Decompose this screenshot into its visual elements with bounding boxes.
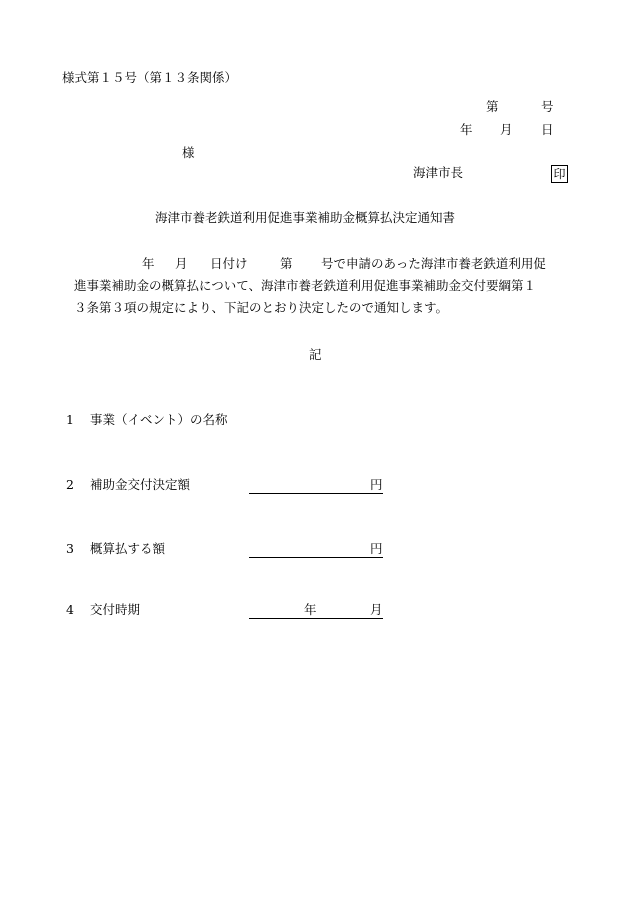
seal-mark: 印 bbox=[551, 165, 568, 183]
body-line3: ３条第３項の規定により、下記のとおり決定したので通知します。 bbox=[74, 300, 449, 315]
item-4-label: 交付時期 bbox=[90, 602, 141, 617]
item-4-month: 月 bbox=[370, 602, 383, 617]
date-day: 日 bbox=[541, 122, 554, 137]
body-dated: 日付け bbox=[210, 256, 248, 271]
body-line1-rest: 号で申請のあった海津市養老鉄道利用促 bbox=[321, 256, 546, 271]
body-line2: 進事業補助金の概算払について、海津市養老鉄道利用促進事業補助金交付要綱第１ bbox=[74, 278, 537, 293]
body-year: 年 bbox=[142, 256, 155, 271]
number-dai: 第 bbox=[486, 99, 499, 114]
item-4-year: 年 bbox=[304, 602, 317, 617]
document-title: 海津市養老鉄道利用促進事業補助金概算払決定通知書 bbox=[155, 210, 456, 225]
item-2-label: 補助金交付決定額 bbox=[90, 477, 191, 492]
sender-name: 海津市長 bbox=[413, 165, 464, 180]
date-year: 年 bbox=[460, 122, 473, 137]
body-dai: 第 bbox=[280, 256, 293, 271]
number-go: 号 bbox=[541, 99, 554, 114]
item-2-unit: 円 bbox=[370, 477, 383, 492]
ki-heading: 記 bbox=[309, 347, 322, 362]
body-month: 月 bbox=[175, 256, 188, 271]
addressee-suffix: 様 bbox=[182, 145, 195, 160]
item-4-number: 4 bbox=[66, 602, 74, 617]
item-3-label: 概算払する額 bbox=[90, 541, 166, 556]
item-2-number: 2 bbox=[66, 477, 74, 492]
item-3-unit: 円 bbox=[370, 541, 383, 556]
item-1-label: 事業（イベント）の名称 bbox=[90, 412, 228, 427]
item-2-amount-line bbox=[249, 478, 383, 494]
item-3-number: 3 bbox=[66, 541, 74, 556]
form-label: 様式第１５号（第１３条関係） bbox=[62, 70, 238, 85]
item-3-amount-line bbox=[249, 542, 383, 558]
date-month: 月 bbox=[500, 122, 513, 137]
item-1-number: 1 bbox=[66, 412, 74, 427]
